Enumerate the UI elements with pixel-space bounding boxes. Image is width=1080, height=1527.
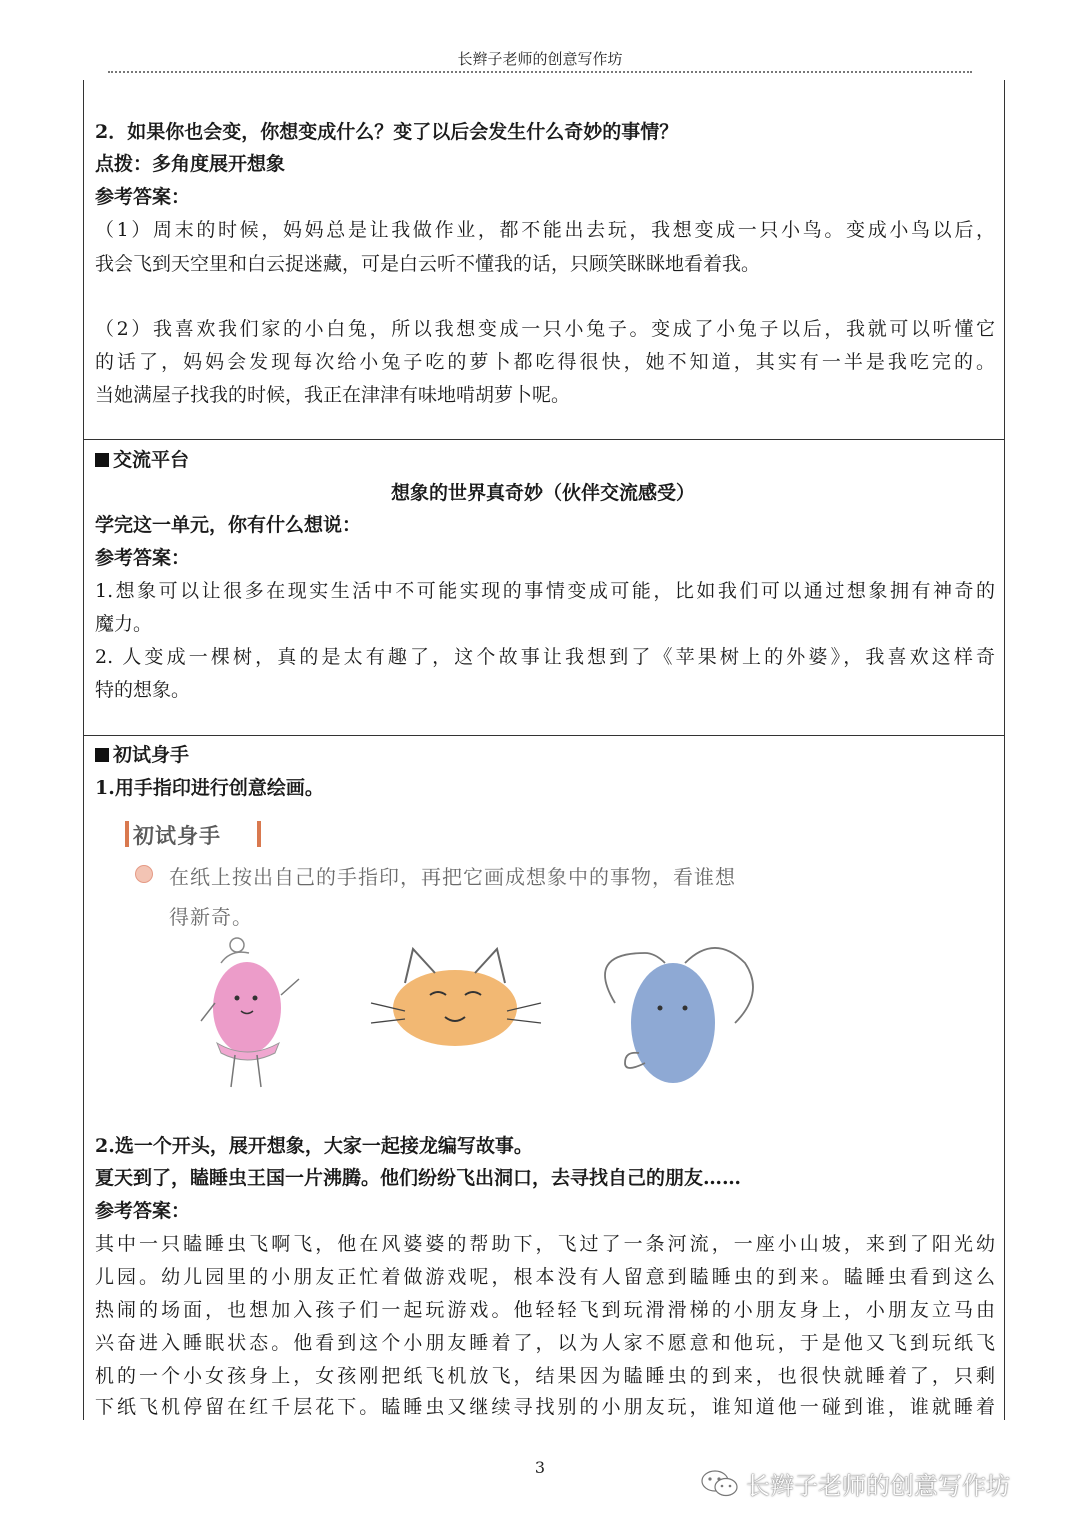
story-start: 夏天到了，瞌睡虫王国一片沸腾。他们纷纷飞出洞口，去寻找自己的朋友……: [95, 1167, 742, 1189]
answer-line: 魔力。: [95, 613, 153, 635]
header-rule: [108, 71, 972, 73]
answer-line: 热闹的场面，也想加入孩子们一起玩游戏。他轻轻飞到玩滑滑梯的小朋友身上，小朋友立马由: [95, 1299, 995, 1321]
illustration-bar: [125, 821, 129, 847]
section-subtitle: 想象的世界真奇妙（伙伴交流感受）: [390, 482, 695, 504]
answer-line: 2. 人变成一棵树，真的是太有趣了，这个故事让我想到了《苹果树上的外婆》，我喜欢这样奇: [95, 646, 995, 668]
section-heading-label: 交流平台: [113, 449, 190, 471]
cell-divider: [83, 735, 1004, 736]
answer-line: （1）周末的时候，妈妈总是让我做作业，都不能出去玩，我想变成一只小鸟。变成小鸟以后，: [95, 219, 995, 241]
square-bullet-icon: [95, 453, 109, 467]
illustration-bar: [257, 821, 261, 847]
answer-line: 1.想象可以让很多在现实生活中不可能实现的事情变成可能，比如我们可以通过想象拥有神奇的: [95, 580, 995, 602]
answer-line: 当她满屋子找我的时候，我正在津津有味地啃胡萝卜呢。: [95, 384, 571, 406]
textbook-illustration: [125, 815, 785, 1095]
page-header: 长辫子老师的创意写作坊: [457, 50, 623, 68]
answer-line: 我会飞到天空里和白云捉迷藏，可是白云听不懂我的话，只顾笑眯眯地看着我。: [95, 253, 761, 275]
answer-label: 参考答案：: [95, 186, 191, 208]
section-heading: [95, 449, 995, 471]
illustration-title: 初试身手: [133, 824, 221, 848]
square-bullet-icon: [95, 748, 109, 762]
wechat-icon: [700, 1469, 740, 1499]
answer-label: 参考答案：: [95, 547, 191, 569]
bullet-icon: [135, 865, 153, 883]
section-heading: [95, 744, 995, 766]
answer-line: 儿园。幼儿园里的小朋友正忙着做游戏呢，根本没有人留意到瞌睡虫的到来。瞌睡虫看到这么: [95, 1266, 995, 1288]
fingerprint-girl-icon: [201, 938, 299, 1087]
fingerprint-cat-icon: [371, 949, 541, 1046]
fingerprint-drawings: [125, 933, 785, 1103]
page-number: 3: [534, 1458, 546, 1477]
hint: 点拨：多角度展开想象: [95, 153, 286, 175]
answer-line: 下纸飞机停留在红千层花下。瞌睡虫又继续寻找别的小朋友玩，谁知道他一碰到谁，谁就睡着: [95, 1396, 995, 1418]
illustration-text: 在纸上按出自己的手指印，再把它画成想象中的事物，看谁想: [169, 865, 736, 889]
illustration-text: 得新奇。: [169, 905, 253, 929]
answer-line: 特的想象。: [95, 679, 191, 701]
answer-label: 参考答案：: [95, 1200, 191, 1222]
prompt: 学完这一单元，你有什么想说：: [95, 514, 362, 536]
cell-divider: [83, 439, 1004, 440]
task-2: 2.选一个开头，展开想象，大家一起接龙编写故事。: [95, 1135, 533, 1157]
watermark-text: 长辫子老师的创意写作坊: [746, 1472, 1010, 1500]
answer-line: 机的一个小女孩身上，女孩刚把纸飞机放飞，结果因为瞌睡虫的到来，也很快就睡着了，只剩: [95, 1365, 995, 1387]
answer-line: 兴奋进入睡眠状态。他看到这个小朋友睡着了，以为人家不愿意和他玩，于是他又飞到玩纸飞: [95, 1332, 995, 1354]
section-heading-label: 初试身手: [113, 744, 190, 766]
answer-line: 的话了，妈妈会发现每次给小兔子吃的萝卜都吃得很快，她不知道，其实有一半是我吃完的。: [95, 351, 995, 373]
answer-line: 其中一只瞌睡虫飞啊飞，他在风婆婆的帮助下，飞过了一条河流，一座小山坡，来到了阳光幼: [95, 1233, 995, 1255]
task-1: 1.用手指印进行创意绘画。: [95, 777, 324, 799]
watermark: [700, 1466, 1010, 1501]
question-2: 2．如果你也会变，你想变成什么？变了以后会发生什么奇妙的事情？: [95, 121, 679, 143]
fingerprint-elephant-icon: [605, 948, 753, 1083]
answer-line: （2）我喜欢我们家的小白兔，所以我想变成一只小兔子。变成了小兔子以后，我就可以听懂它: [95, 318, 995, 340]
